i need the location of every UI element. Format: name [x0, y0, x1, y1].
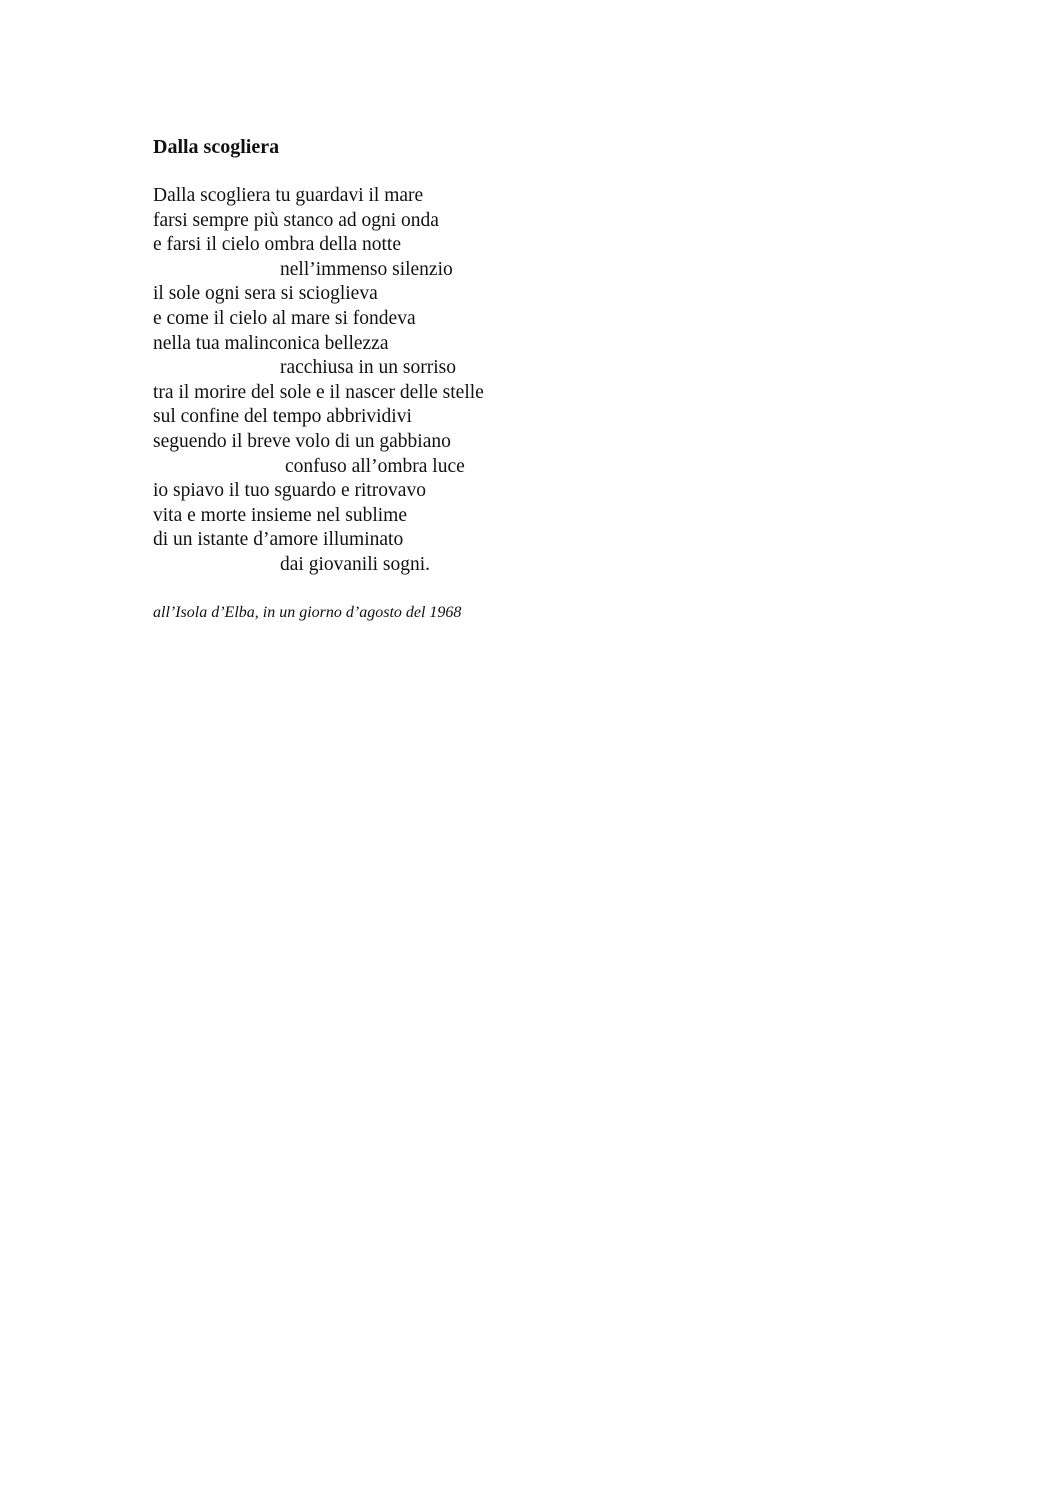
poem-line: il sole ogni sera si scioglieva — [153, 283, 378, 305]
poem-line-indented: nell’immenso silenzio — [280, 258, 453, 280]
poem-body — [153, 184, 484, 578]
poem-line: nella tua malinconica bellezza — [153, 332, 389, 354]
poem-line: di un istante d’amore illuminato — [153, 529, 404, 551]
poem-dedication: all’Isola d’Elba, in un giorno d’agosto del 1968 — [153, 604, 462, 621]
poem-line: farsi sempre più stanco ad ogni onda — [153, 209, 439, 231]
poem-line-indented: dai giovanili sogni. — [280, 553, 431, 575]
poem-line: vita e morte insieme nel sublime — [153, 504, 407, 526]
poem-line: io spiavo il tuo sguardo e ritrovavo — [153, 480, 426, 502]
poem-line: Dalla scogliera tu guardavi il mare — [153, 185, 424, 206]
poem-line: sul confine del tempo abbrividivi — [153, 406, 412, 428]
poem-line-indented: confuso all’ombra luce — [285, 455, 465, 477]
poem-line: e come il cielo al mare si fondeva — [153, 307, 416, 329]
poem-line: seguendo il breve volo di un gabbiano — [153, 430, 451, 452]
poem-line: e farsi il cielo ombra della notte — [153, 234, 401, 256]
poem-line-indented: racchiusa in un sorriso — [280, 357, 456, 379]
poem-title: Dalla scogliera — [153, 136, 280, 158]
poem-line: tra il morire del sole e il nascer delle stelle — [153, 381, 484, 403]
